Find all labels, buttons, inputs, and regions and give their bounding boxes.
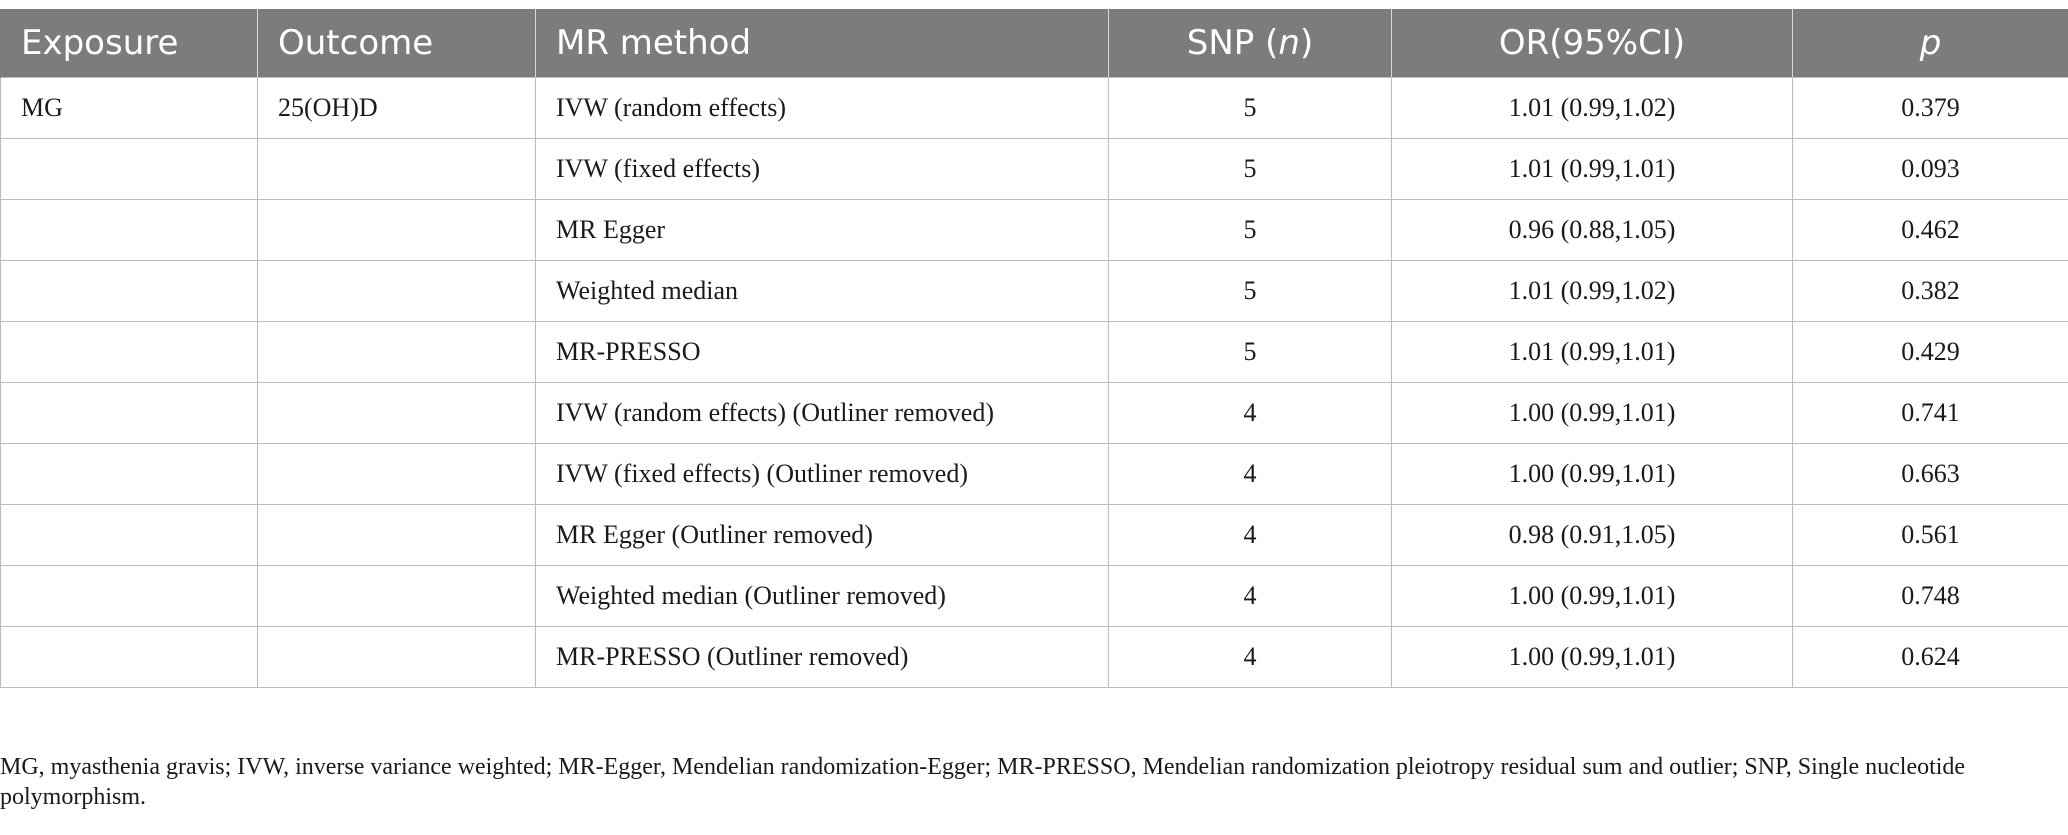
cell-exposure xyxy=(1,505,258,566)
cell-p-value: 0.429 xyxy=(1793,322,2068,383)
header-snp-n-italic: n xyxy=(1278,23,1300,63)
cell-mr-method: Weighted median (Outliner removed) xyxy=(536,566,1109,627)
cell-mr-method: IVW (fixed effects) (Outliner removed) xyxy=(536,444,1109,505)
cell-snp-count: 5 xyxy=(1109,78,1392,139)
cell-p-value: 0.379 xyxy=(1793,78,2068,139)
table-row xyxy=(1,261,2068,322)
cell-snp-count: 4 xyxy=(1109,627,1392,688)
cell-exposure xyxy=(1,383,258,444)
table-row xyxy=(1,627,2068,688)
cell-exposure xyxy=(1,322,258,383)
cell-exposure xyxy=(1,261,258,322)
table-row xyxy=(1,383,2068,444)
table-row xyxy=(1,200,2068,261)
cell-snp-count: 4 xyxy=(1109,383,1392,444)
cell-snp-count: 5 xyxy=(1109,261,1392,322)
cell-mr-method: MR-PRESSO xyxy=(536,322,1109,383)
cell-or-ci: 1.01 (0.99,1.02) xyxy=(1392,78,1793,139)
cell-outcome xyxy=(258,261,536,322)
cell-outcome xyxy=(258,322,536,383)
table-footnote: MG, myasthenia gravis; IVW, inverse variance weighted; MR-Egger, Mendelian randomization-Egger; MR-PRESSO, Mendelian randomization pleiotropy residual sum and outlier; SNP, Single nucleotide polymorphism. xyxy=(0,754,1966,810)
table-row xyxy=(1,444,2068,505)
cell-p-value: 0.093 xyxy=(1793,139,2068,200)
header-row xyxy=(1,9,2068,78)
cell-snp-count: 4 xyxy=(1109,566,1392,627)
cell-or-ci: 1.00 (0.99,1.01) xyxy=(1392,383,1793,444)
cell-snp-count: 4 xyxy=(1109,505,1392,566)
cell-or-ci: 1.01 (0.99,1.01) xyxy=(1392,139,1793,200)
cell-snp-count: 5 xyxy=(1109,322,1392,383)
results-table-container xyxy=(0,9,2068,688)
cell-outcome xyxy=(258,566,536,627)
cell-p-value: 0.561 xyxy=(1793,505,2068,566)
cell-mr-method: IVW (random effects) (Outliner removed) xyxy=(536,383,1109,444)
cell-exposure xyxy=(1,139,258,200)
header-mr-method: MR method xyxy=(536,9,1109,78)
cell-exposure xyxy=(1,444,258,505)
cell-or-ci: 1.00 (0.99,1.01) xyxy=(1392,444,1793,505)
table-row xyxy=(1,322,2068,383)
table-header xyxy=(1,9,2068,78)
cell-outcome xyxy=(258,383,536,444)
cell-snp-count: 4 xyxy=(1109,444,1392,505)
table-row xyxy=(1,566,2068,627)
cell-p-value: 0.382 xyxy=(1793,261,2068,322)
cell-mr-method: MR Egger (Outliner removed) xyxy=(536,505,1109,566)
cell-outcome xyxy=(258,627,536,688)
header-p-value: p xyxy=(1793,9,2068,78)
cell-mr-method: IVW (fixed effects) xyxy=(536,139,1109,200)
header-snp-n xyxy=(1109,9,1392,78)
cell-outcome: 25(OH)D xyxy=(258,78,536,139)
cell-mr-method: MR Egger xyxy=(536,200,1109,261)
header-snp-prefix: SNP ( xyxy=(1186,23,1279,63)
table-row xyxy=(1,78,2068,139)
cell-snp-count: 5 xyxy=(1109,200,1392,261)
cell-outcome xyxy=(258,200,536,261)
cell-or-ci: 1.00 (0.99,1.01) xyxy=(1392,566,1793,627)
cell-or-ci: 1.01 (0.99,1.01) xyxy=(1392,322,1793,383)
cell-exposure xyxy=(1,566,258,627)
cell-outcome xyxy=(258,444,536,505)
cell-p-value: 0.663 xyxy=(1793,444,2068,505)
table-body xyxy=(1,78,2068,688)
cell-mr-method: MR-PRESSO (Outliner removed) xyxy=(536,627,1109,688)
cell-or-ci: 1.00 (0.99,1.01) xyxy=(1392,627,1793,688)
cell-outcome xyxy=(258,505,536,566)
cell-or-ci: 1.01 (0.99,1.02) xyxy=(1392,261,1793,322)
table-row xyxy=(1,139,2068,200)
cell-p-value: 0.624 xyxy=(1793,627,2068,688)
cell-exposure: MG xyxy=(1,78,258,139)
cell-outcome xyxy=(258,139,536,200)
cell-p-value: 0.748 xyxy=(1793,566,2068,627)
header-exposure: Exposure xyxy=(1,9,258,78)
cell-mr-method: IVW (random effects) xyxy=(536,78,1109,139)
cell-snp-count: 5 xyxy=(1109,139,1392,200)
header-outcome: Outcome xyxy=(258,9,536,78)
header-snp-suffix: ) xyxy=(1299,23,1314,63)
mr-results-table xyxy=(0,9,2068,688)
cell-exposure xyxy=(1,200,258,261)
header-or-ci: OR(95%CI) xyxy=(1392,9,1793,78)
cell-exposure xyxy=(1,627,258,688)
cell-p-value: 0.462 xyxy=(1793,200,2068,261)
cell-p-value: 0.741 xyxy=(1793,383,2068,444)
cell-or-ci: 0.98 (0.91,1.05) xyxy=(1392,505,1793,566)
table-row xyxy=(1,505,2068,566)
cell-or-ci: 0.96 (0.88,1.05) xyxy=(1392,200,1793,261)
cell-mr-method: Weighted median xyxy=(536,261,1109,322)
